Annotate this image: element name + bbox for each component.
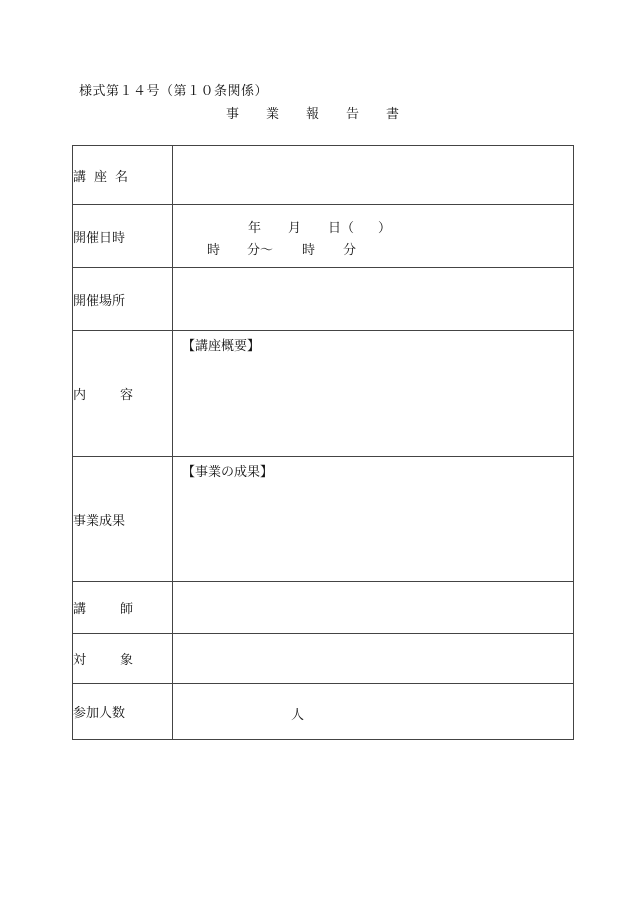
instructor-label: 講師 — [73, 582, 173, 634]
row-results — [73, 457, 574, 582]
row-participants — [73, 684, 574, 740]
results-heading: 【事業の成果】 — [182, 465, 274, 480]
participants-label: 参加人数 — [73, 684, 173, 740]
course-overview-heading: 【講座概要】 — [182, 339, 261, 354]
results-field[interactable] — [173, 457, 574, 582]
hour-to-unit: 時 — [302, 243, 316, 258]
results-label: 事業成果 — [73, 457, 173, 582]
year-unit: 年 — [248, 221, 262, 236]
venue-label: 開催場所 — [73, 268, 173, 331]
row-target — [73, 634, 574, 684]
minute-from-unit: 分～ — [247, 243, 274, 258]
course-name-label: 講座名 — [73, 146, 173, 205]
datetime-label: 開催日時 — [73, 205, 173, 268]
persons-unit: 人 — [291, 708, 305, 723]
minute-to-unit: 分 — [343, 243, 357, 258]
row-venue — [73, 268, 574, 331]
form-number: 様式第１４号（第１０条関係） — [79, 84, 269, 99]
content-label: 内容 — [73, 331, 173, 457]
row-content — [73, 331, 574, 457]
course-name-field[interactable] — [173, 146, 574, 205]
row-datetime — [73, 205, 574, 268]
target-label: 対象 — [73, 634, 173, 684]
weekday-close-paren: ） — [378, 221, 392, 236]
row-course-name — [73, 146, 574, 205]
day-unit: 日（ — [328, 221, 355, 236]
instructor-field[interactable] — [173, 582, 574, 634]
row-instructor — [73, 582, 574, 634]
datetime-field[interactable] — [173, 205, 574, 268]
participants-field[interactable] — [173, 684, 574, 740]
hour-from-unit: 時 — [207, 243, 221, 258]
venue-field[interactable] — [173, 268, 574, 331]
date-line — [248, 217, 391, 236]
target-field[interactable] — [173, 634, 574, 684]
time-line — [207, 239, 356, 258]
month-unit: 月 — [288, 221, 302, 236]
content-field[interactable] — [173, 331, 574, 457]
document-title: 事業報告書 — [226, 107, 427, 122]
report-form-table — [72, 145, 574, 740]
